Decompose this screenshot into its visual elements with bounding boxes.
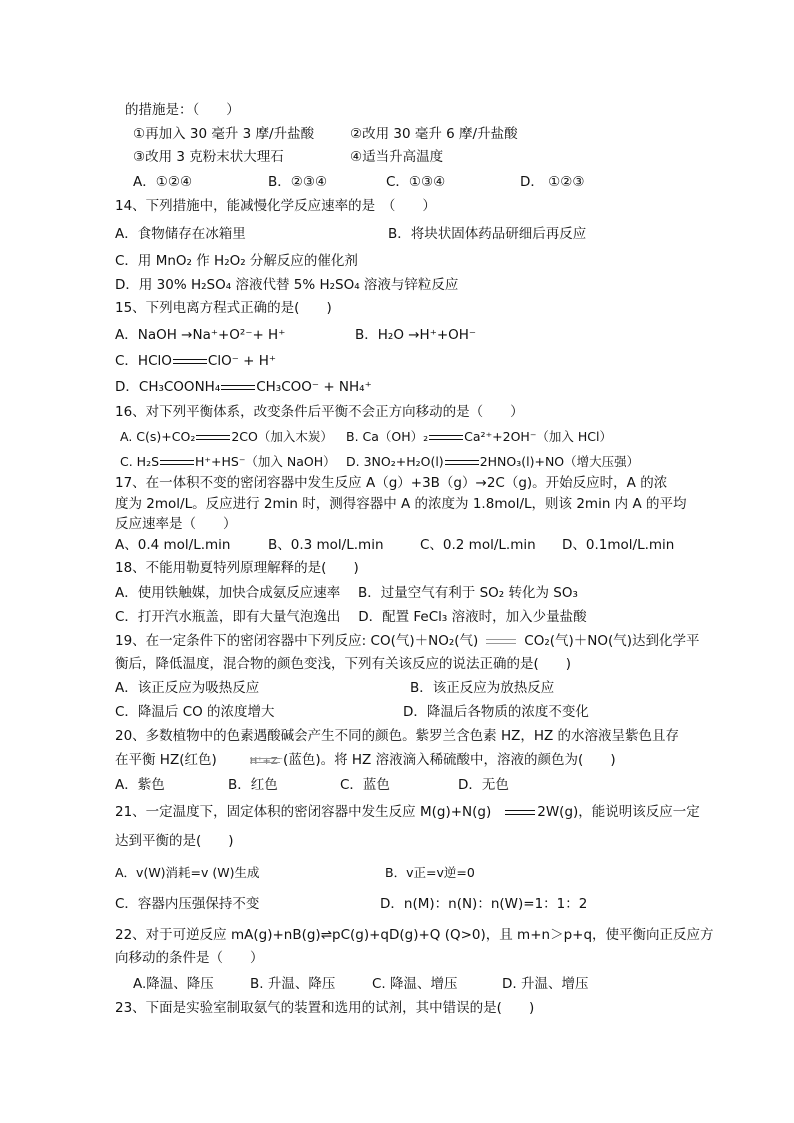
equilibrium-arrow-icon [445,458,479,467]
q15-choice-d: D．CH₃COONH₄ CH₃COO⁻ + NH₄⁺ [115,379,372,395]
q19-stem-line-2: 衡后，降低温度，混合物的颜色变浅，下列有关该反应的说法正确的是( ) [115,656,572,672]
q17-choice-a: A、0.4 mol/L.min [115,537,231,553]
equilibrium-arrow-icon [429,433,463,442]
q15-choice-b: B．H₂O →H⁺+OH⁻ [355,327,477,343]
q16-choice-c: C. H₂S H⁺+HS⁻（加入 NaOH） [120,454,336,469]
q22-stem-line-2: 向移动的条件是（ ） [115,950,264,966]
equilibrium-arrow-icon [173,357,207,366]
q20-choice-a: A．紫色 [115,777,165,793]
q17-choice-c: C、0.2 mol/L.min [420,537,536,553]
q16-stem: 16、对下列平衡体系，改变条件后平衡不会正方向移动的是（ ） [115,404,524,420]
q15-choice-c: C．HClO ClO⁻ + H⁺ [115,353,276,369]
q16-choice-a: A. C(s)+CO₂ 2CO（加入木炭） [120,429,333,444]
q14-choice-c: C．用 MnO₂ 作 H₂O₂ 分解反应的催化剂 [115,253,358,269]
q14-choice-a: A．食物储存在冰箱里 [115,226,246,242]
equilibrium-arrow-icon [505,808,535,817]
q17-stem-line-2: 度为 2mol/L。反应进行 2min 时，测得容器中 A 的浓度为 1.8mol/L，则该 2min 内 A 的平均 [115,496,687,512]
q19-choice-d: D．降温后各物质的浓度不变化 [403,704,589,720]
q17-choice-b: B、0.3 mol/L.min [268,537,384,553]
equilibrium-arrow-icon [160,458,194,467]
equilibrium-arrow-icon [486,637,516,646]
q18-choices-ab: A．使用铁触媒，加快合成氨反应速率 B．过量空气有利于 SO₂ 转化为 SO₃ [115,585,578,601]
q22-choice-d: D. 升温、增压 [502,976,589,992]
q20-choice-c: C．蓝色 [340,777,390,793]
q14-choice-b: B．将块状固体药品研细后再反应 [388,226,587,242]
q17-choice-d: D、0.1mol/L.min [562,537,675,553]
q21-choice-a: A．v(W)消耗=v (W)生成 [115,865,260,880]
q22-choice-c: C. 降温、增压 [372,976,458,992]
q22-choice-b: B. 升温、降压 [250,976,336,992]
q14-stem: 14、下列措施中，能减慢化学反应速率的是 （ ） [115,198,436,214]
q21-choice-b: B．v正=v逆=0 [385,865,475,880]
equilibrium-arrow-icon [196,433,230,442]
q19-choice-b: B．该正反应为放热反应 [410,680,555,696]
q21-choice-d: D．n(M)：n(N)：n(W)=1：1：2 [380,896,588,912]
q18-choices-cd: C．打开汽水瓶盖，即有大量气泡逸出 D．配置 FeCl₃ 溶液时，加入少量盐酸 [115,609,587,625]
equilibrium-arrow-icon [250,756,280,765]
q20-choice-b: B．红色 [228,777,278,793]
q13-option-1: ①再加入 30 毫升 3 摩/升盐酸 [133,126,315,142]
q19-stem-line-1: 19、在一定条件下的密闭容器中下列反应: CO(气)＋NO₂(气) CO₂(气)＋NO(气)达到化学平 [115,633,700,649]
q17-stem-line-3: 反应速率是（ ） [115,516,237,532]
q18-stem: 18、不能用勒夏特列原理解释的是( ) [115,560,359,576]
q21-stem-line-2: 达到平衡的是( ) [115,833,234,849]
q13-stem-tail: 的措施是：（ ） [125,102,240,118]
q15-stem: 15、下列电离方程式正确的是( ) [115,300,332,316]
q21-choice-c: C．容器内压强保持不变 [115,896,260,912]
q19-choice-c: C．降温后 CO 的浓度增大 [115,704,275,720]
q17-stem-line-1: 17、在一体积不变的密闭容器中发生反应 A（g）+3B（g）→2C（g)。开始反应时，A 的浓 [115,475,668,491]
q22-choice-a: A.降温、降压 [133,976,214,992]
q22-stem-line-1: 22、对于可逆反应 mA(g)+nB(g)⇌pC(g)+qD(g)+Q (Q>0)，且 m+n＞p+q，使平衡向正反应方 [115,927,714,943]
q13-option-3: ③改用 3 克粉末状大理石 [133,149,284,165]
q21-stem-line-1: 21、一定温度下，固定体积的密闭容器中发生反应 M(g)+N(g) 2W(g)，能说明该反应一定 [115,804,700,820]
q13-choice-c: C．①③④ [386,174,446,190]
q13-choice-b: B．②③④ [268,174,328,190]
q16-choice-d: D. 3NO₂+H₂O(l) 2HNO₃(l)+NO（增大压强） [346,454,640,469]
equilibrium-arrow-icon [221,383,255,392]
q13-choice-a: A．①②④ [133,174,193,190]
q20-choice-d: D．无色 [458,777,509,793]
q13-option-2: ②改用 30 毫升 6 摩/升盐酸 [350,126,518,142]
q23-stem: 23、下面是实验室制取氨气的装置和选用的试剂，其中错误的是( ) [115,1000,535,1016]
q14-choice-d: D．用 30% H₂SO₄ 溶液代替 5% H₂SO₄ 溶液与锌粒反应 [115,277,459,293]
q19-choice-a: A．该正反应为吸热反应 [115,680,260,696]
q20-stem-line-2: 在平衡 HZ(红色) H⁺+Z⁻(蓝色)。将 HZ 溶液滴入稀硫酸中，溶液的颜色为( ) [115,752,616,768]
q16-choice-b: B. Ca（OH）₂ Ca²⁺+2OH⁻（加入 HCl） [346,429,613,444]
q13-choice-d: D． ①②③ [520,174,585,190]
q15-choice-a: A．NaOH →Na⁺+O²⁻+ H⁺ [115,327,286,343]
q13-option-4: ④适当升高温度 [350,149,444,165]
q20-stem-line-1: 20、多数植物中的色素遇酸碱会产生不同的颜色。紫罗兰含色素 HZ，HZ 的水溶液呈紫色且存 [115,728,680,744]
